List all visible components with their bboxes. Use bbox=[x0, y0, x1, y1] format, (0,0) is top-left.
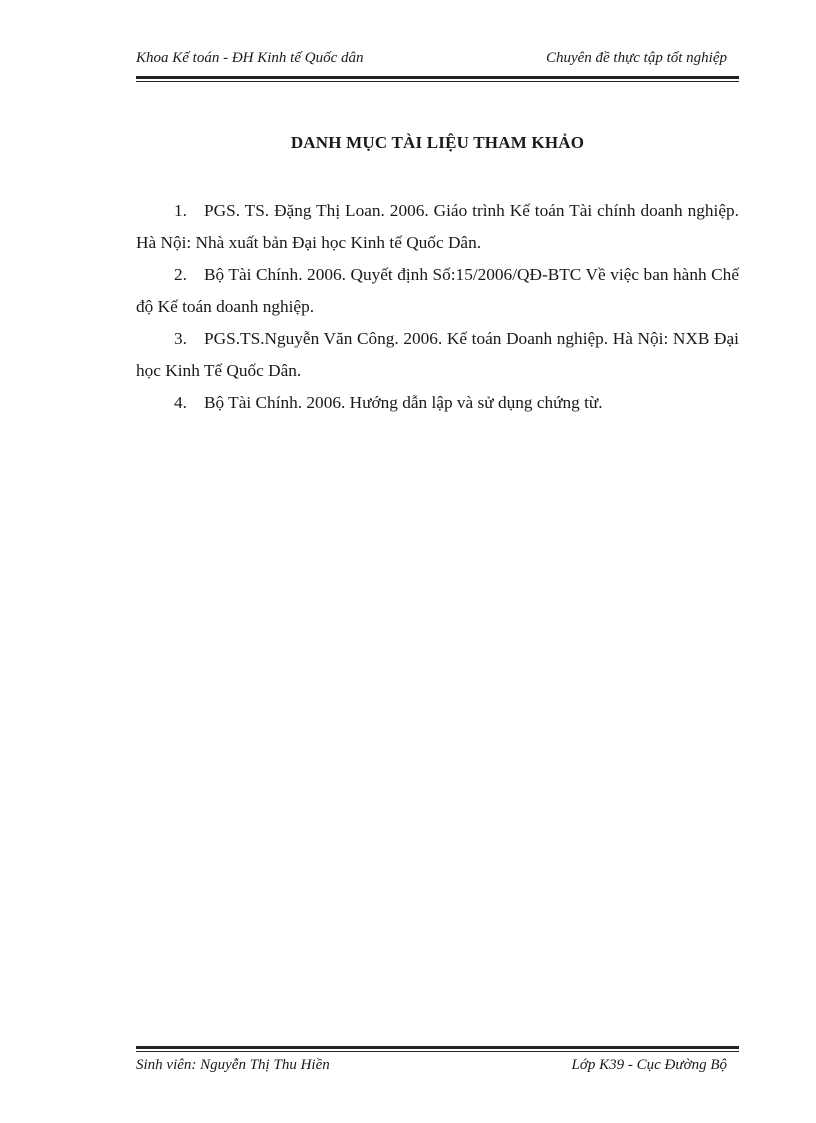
header-report-type: Chuyên đề thực tập tốt nghiệp bbox=[545, 50, 727, 66]
header-divider bbox=[136, 76, 739, 82]
reference-number: 1. bbox=[174, 201, 187, 220]
footer-class: Lớp K39 - Cục Đường Bộ bbox=[571, 1057, 727, 1073]
reference-item bbox=[136, 195, 739, 259]
footer-divider bbox=[136, 1046, 739, 1052]
reference-list bbox=[136, 195, 739, 419]
reference-number: 2. bbox=[174, 265, 187, 284]
page-title: DANH MỤC TÀI LIỆU THAM KHẢO bbox=[290, 133, 585, 152]
reference-number: 3. bbox=[174, 329, 187, 348]
footer-student: Sinh viên: Nguyễn Thị Thu Hiền bbox=[136, 1057, 330, 1073]
reference-number: 4. bbox=[174, 393, 187, 412]
reference-text: PGS.TS.Nguyễn Văn Công. 2006. Kế toán Doanh nghiệp. Hà Nội: NXB Đại học Kinh Tế Quốc Dân. bbox=[136, 329, 739, 380]
reference-text: Bộ Tài Chính. 2006. Quyết định Số:15/2006/QĐ-BTC Về việc ban hành Chế độ Kế toán doanh nghiệp. bbox=[136, 265, 739, 316]
reference-item bbox=[136, 387, 739, 419]
reference-text: Bộ Tài Chính. 2006. Hướng dẫn lập và sử dụng chứng từ. bbox=[204, 393, 603, 412]
reference-item bbox=[136, 259, 739, 323]
header-faculty: Khoa Kế toán - ĐH Kinh tế Quốc dân bbox=[136, 50, 364, 66]
reference-item bbox=[136, 323, 739, 387]
reference-text: PGS. TS. Đặng Thị Loan. 2006. Giáo trình Kế toán Tài chính doanh nghiệp. Hà Nội: Nhà xuất bản Đại học Kinh tế Quốc Dân. bbox=[136, 201, 739, 252]
